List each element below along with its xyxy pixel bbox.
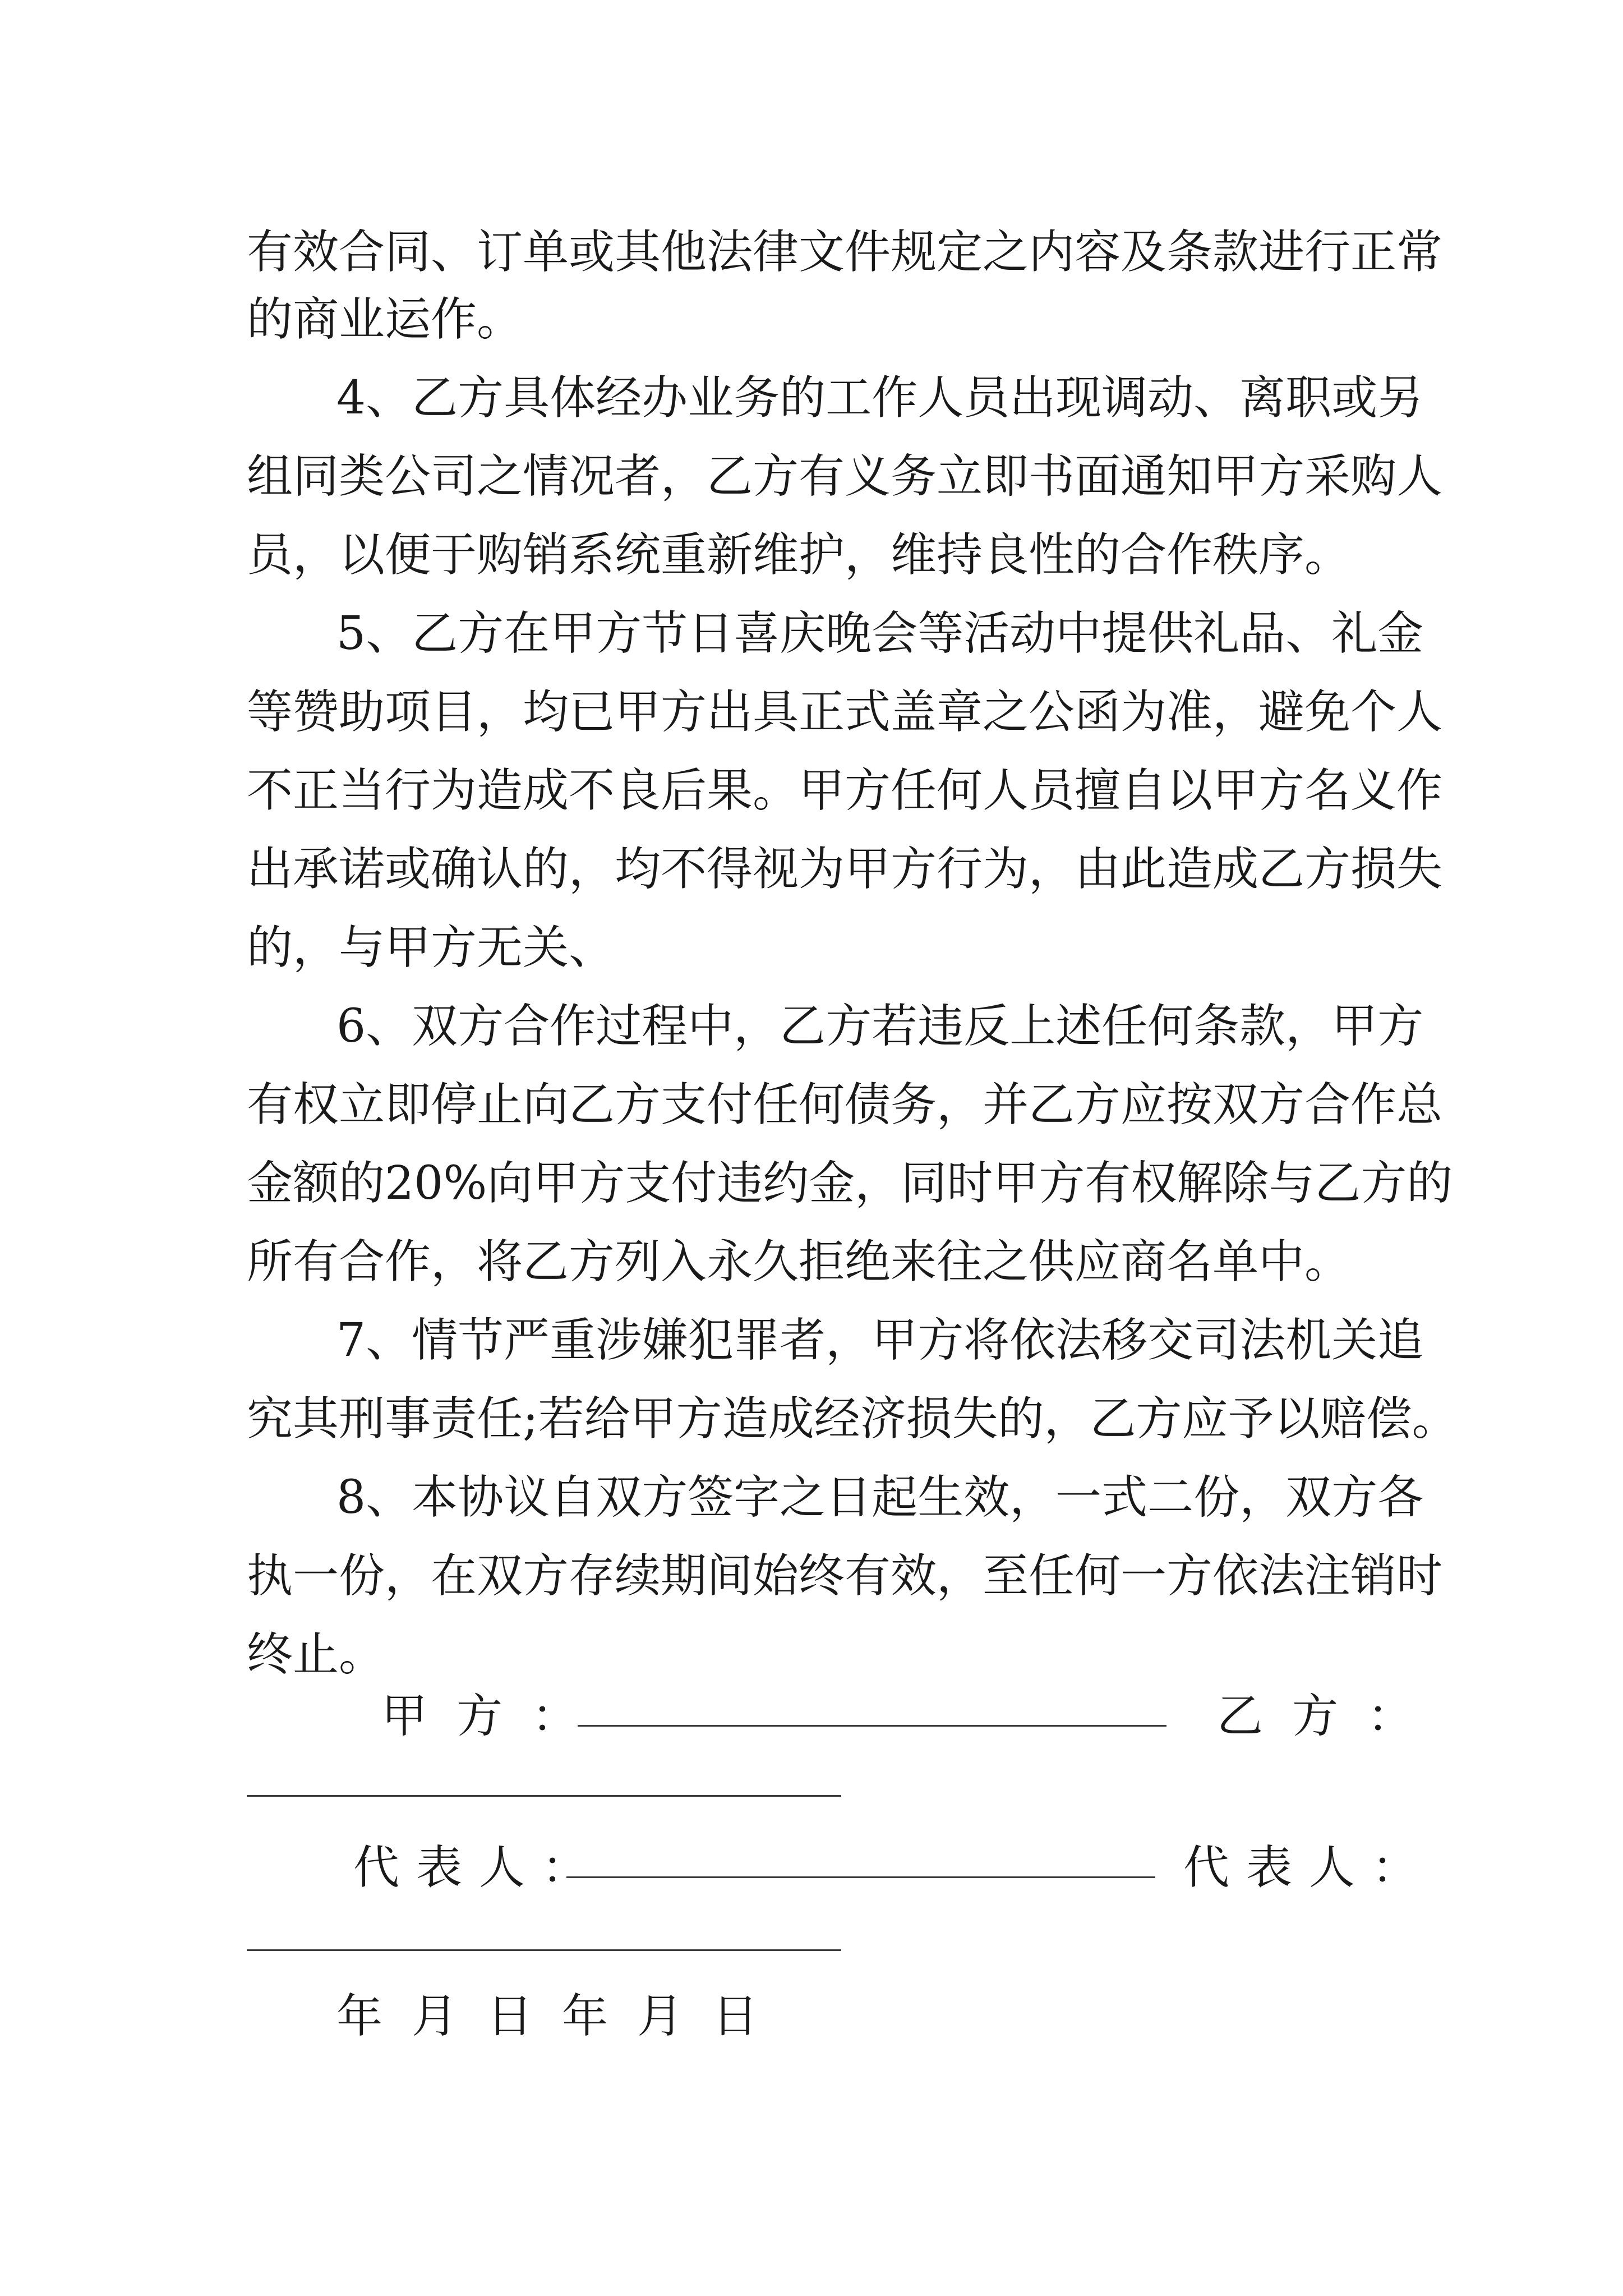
clause-5: 5、乙方在甲方节日喜庆晚会等活动中提供礼品、礼金 <box>336 607 1424 660</box>
party-b-label: 乙方： <box>1217 1690 1443 1743</box>
body-line: 究其刑事责任;若给甲方造成经济损失的，乙方应予以赔偿。 <box>247 1392 1458 1446</box>
rep-a-signature-line <box>566 1876 1155 1878</box>
body-line: 所有合作，将乙方列入永久拒绝来往之供应商名单中。 <box>247 1235 1351 1289</box>
body-line: 等赞助项目，均已甲方出具正式盖章之公函为准，避免个人 <box>247 685 1443 739</box>
rep-a-label: 代表人： <box>353 1841 605 1894</box>
body-line: 的，与甲方无关、 <box>247 921 615 974</box>
body-line: 组同类公司之情况者，乙方有义务立即书面通知甲方采购人 <box>247 450 1443 503</box>
body-line: 终止。 <box>247 1628 385 1681</box>
body-line: 执一份，在双方存续期间始终有效，至任何一方依法注销时 <box>247 1549 1443 1603</box>
party-a-label: 甲方： <box>381 1690 607 1743</box>
clause-8: 8、本协议自双方签字之日起生效，一式二份，双方各 <box>336 1471 1424 1524</box>
body-line: 出承诺或确认的，均不得视为甲方行为，由此造成乙方损失 <box>247 843 1443 896</box>
body-line: 的商业运作。 <box>247 293 523 346</box>
rep-b-label: 代表人： <box>1183 1841 1435 1894</box>
body-line: 有效合同、订单或其他法律文件规定之内容及条款进行正常 <box>247 226 1443 279</box>
party-a-signature-line <box>578 1725 1166 1727</box>
clause-7: 7、情节严重涉嫌犯罪者，甲方将依法移交司法机关追 <box>336 1314 1424 1367</box>
clause-4: 4、乙方具体经办业务的工作人员出现调动、离职或另 <box>336 371 1424 425</box>
body-line: 有权立即停止向乙方支付任何债务，并乙方应按双方合作总 <box>247 1078 1443 1131</box>
body-line: 员，以便于购销系统重新维护，维持良性的合作秩序。 <box>247 528 1351 582</box>
clause-6: 6、双方合作过程中，乙方若违反上述任何条款，甲方 <box>336 1000 1424 1053</box>
rep-b-signature-line <box>247 1949 841 1951</box>
signing-date: 年月日年月日 <box>336 1990 788 2043</box>
body-line: 不正当行为造成不良后果。甲方任何人员擅自以甲方名义作 <box>247 764 1443 817</box>
party-b-signature-line <box>247 1795 841 1797</box>
body-line: 金额的20%向甲方支付违约金，同时甲方有权解除与乙方的 <box>247 1157 1453 1210</box>
